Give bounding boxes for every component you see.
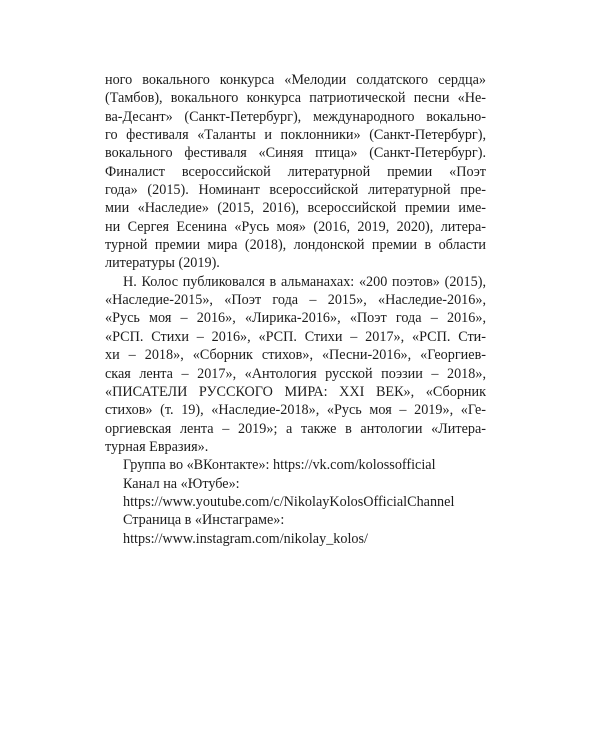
text-line: го фестиваля «Таланты и поклонники» (Санкт-Петербург), (105, 127, 486, 144)
text-line: вокального фестиваля «Синяя птица» (Санкт-Петербург). (105, 145, 486, 162)
page-body (105, 71, 486, 548)
text-line: года» (2015). Номинант всероссийской литературной пре- (105, 182, 486, 199)
text-line: турная Евразия». (105, 438, 209, 455)
youtube-label: Канал на «Ютубе»: (123, 475, 240, 492)
vk-link-line[interactable]: Группа во «ВКонтакте»: https://vk.com/kolossofficial (123, 457, 436, 474)
text-line: ного вокального конкурса «Мелодии солдатского сердца» (105, 72, 486, 88)
text-line: «ПИСАТЕЛИ РУССКОГО МИРА: XXI ВЕК», «Сборник (105, 383, 486, 400)
instagram-label: Страница в «Инстаграме»: (123, 512, 285, 529)
text-line: Н. Колос публиковался в альманахах: «200 поэтов» (2015), (123, 273, 486, 290)
text-line: Финалист всероссийской литературной премии «Поэт (105, 163, 486, 180)
text-line: (Тамбов), вокального конкурса патриотической песни «Не- (105, 90, 486, 107)
instagram-link[interactable]: https://www.instagram.com/nikolay_kolos/ (123, 530, 368, 547)
text-line: ни Сергея Есенина «Русь моя» (2016, 2019, 2020), литера- (105, 218, 486, 235)
text-line: ва-Десант» (Санкт-Петербург), международного вокально- (105, 108, 486, 125)
paragraph-publications (105, 273, 486, 456)
text-line: «Русь моя – 2016», «Лирика-2016», «Поэт года – 2016», (105, 310, 486, 327)
text-line: стихов» (т. 19), «Наследие-2018», «Русь моя – 2019», «Ге- (105, 402, 486, 419)
paragraph-awards (105, 71, 486, 273)
text-line: турной премии мира (2018), лондонской премии в области (105, 237, 486, 254)
text-line: хи – 2018», «Сборник стихов», «Песни-2016», «Георгиев- (105, 347, 486, 364)
social-links (105, 456, 486, 548)
text-line: «Наследие-2015», «Поэт года – 2015», «Наследие-2016», (105, 292, 486, 309)
youtube-link[interactable]: https://www.youtube.com/c/NikolayKolosOfficialChannel (123, 493, 455, 510)
text-line: оргиевская лента – 2019»; а также в антологии «Литера- (105, 420, 486, 437)
text-line: ская лента – 2017», «Антология русской поэзии – 2018», (105, 365, 486, 382)
text-line: «РСП. Стихи – 2016», «РСП. Стихи – 2017», «РСП. Сти- (105, 328, 486, 345)
text-line: литературы (2019). (105, 255, 220, 272)
text-line: мии «Наследие» (2015, 2016), всероссийской премии име- (105, 200, 486, 217)
